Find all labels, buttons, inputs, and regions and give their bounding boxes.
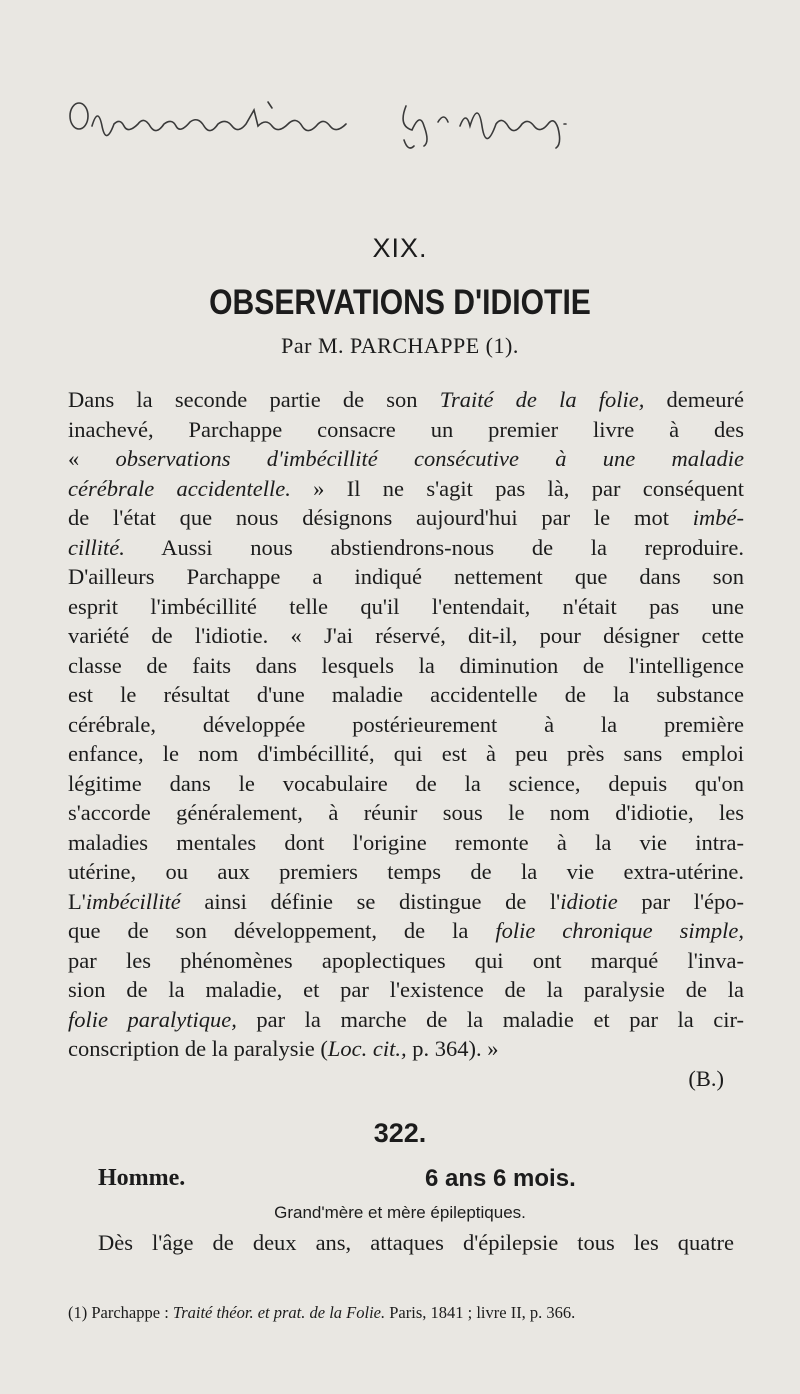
footnote-rule — [68, 1300, 744, 1301]
handwritten-signature — [68, 96, 748, 166]
italic-text: folie chronique simple, — [495, 918, 744, 943]
text-run: cérébrale, développée postérieurement à la première — [68, 711, 744, 737]
text-run: esprit l'imbécillité telle qu'il l'entendait, n'était pas une — [68, 593, 744, 619]
text-run: ainsi définie se distingue de l' — [180, 888, 561, 914]
text-run: demeuré — [644, 387, 745, 412]
text-run: enfance, le nom d'imbécillité, qui est à peu près sans emploi — [68, 741, 744, 766]
italic-text: cérébrale accidentelle. — [68, 475, 291, 501]
observation-number: 322. — [373, 1118, 427, 1148]
body-line — [68, 1005, 744, 1035]
footnote-rest: Paris, 1841 ; livre II, p. 366. — [385, 1303, 576, 1322]
text-run: sion de la maladie, et par l'existence de la paralysie de la — [68, 977, 744, 1002]
text-run: » Il ne s'agit pas là, par conséquent — [290, 475, 744, 501]
body-line — [68, 621, 744, 651]
italic-text: idiotie — [560, 888, 618, 914]
body-line — [68, 946, 744, 976]
text-run: s'accorde généralement, à réunir sous le nom d'idiotie, les — [68, 800, 744, 825]
text-run: que de son développement, de la — [68, 918, 496, 943]
text-run: maladies mentales dont l'origine remonte à la vie intra- — [68, 829, 744, 855]
italic-text: observations d'imbécillité consécutive à une maladie — [115, 446, 745, 471]
body-line — [68, 474, 744, 504]
body-line — [68, 710, 744, 740]
observation-sex: Homme. — [98, 1165, 186, 1191]
text-run: p. 364). » — [406, 1036, 499, 1061]
text-run: par les phénomènes apoplectiques qui ont marqué l'inva- — [68, 947, 744, 973]
body-line — [68, 592, 744, 622]
text-run: variété de l'idiotie. « J'ai réservé, dit-il, pour désigner cette — [68, 623, 744, 648]
text-run: « — [68, 446, 116, 471]
footnote-marker: (1) Parchappe : — [68, 1303, 173, 1322]
text-run: conscription de la paralysie ( — [68, 1036, 328, 1061]
body-line — [68, 385, 744, 415]
italic-text: imbécillité — [85, 888, 181, 914]
chapter-number: XIX. — [372, 233, 428, 263]
body-line — [68, 651, 744, 681]
text-run: utérine, ou aux premiers temps de la vie extra-utérine. — [68, 859, 744, 884]
body-line — [68, 828, 744, 858]
italic-text: Traité de la folie, — [439, 387, 645, 412]
body-line — [68, 916, 744, 946]
observation-text: Dès l'âge de deux ans, attaques d'épilepsie tous les quatre — [98, 1230, 734, 1255]
body-lines — [68, 385, 744, 1064]
text-run: inachevé, Parchappe consacre un premier livre à des — [68, 416, 744, 442]
text-run: de l'état que nous désignons aujourd'hui par le mot — [68, 505, 693, 530]
text-run: par l'épo- — [617, 888, 745, 914]
body-line — [68, 887, 744, 917]
text-run: est le résultat d'une maladie accidentelle de la substance — [68, 682, 744, 707]
text-run: légitime dans le vocabulaire de la science, depuis qu'on — [68, 770, 744, 796]
body-line — [68, 975, 744, 1005]
italic-text: folie paralytique, — [68, 1006, 237, 1032]
body-line — [68, 857, 744, 887]
chapter-author: Par M. PARCHAPPE (1). — [281, 333, 519, 358]
text-run: D'ailleurs Parchappe a indiqué nettement que dans son — [68, 564, 744, 589]
body-paragraph — [68, 385, 744, 1093]
body-line — [68, 739, 744, 769]
body-line — [68, 503, 744, 533]
observation-age: 6 ans 6 mois. — [425, 1165, 576, 1192]
body-line — [68, 680, 744, 710]
observation-antecedents: Grand'mère et mère épileptiques. — [274, 1203, 526, 1222]
signature-initial: (B.) — [688, 1065, 724, 1091]
text-run: Aussi nous abstiendrons-nous de la reproduire. — [124, 534, 744, 560]
text-run: Dans la seconde partie de son — [68, 387, 440, 412]
footnote — [68, 1303, 744, 1323]
body-line — [68, 1034, 744, 1064]
italic-text: cillité. — [68, 534, 125, 560]
text-run: par la marche de la maladie et par la cir- — [236, 1006, 744, 1032]
text-run: L' — [68, 888, 86, 914]
chapter-title: OBSERVATIONS D'IDIOTIE — [209, 283, 591, 322]
body-line — [68, 769, 744, 799]
body-line — [68, 562, 744, 592]
body-line — [68, 798, 744, 828]
footnote-work: Traité théor. et prat. de la Folie. — [172, 1303, 386, 1322]
italic-text: Loc. cit., — [327, 1036, 407, 1061]
body-line — [68, 533, 744, 563]
body-line — [68, 444, 744, 474]
body-line — [68, 415, 744, 445]
italic-text: imbé- — [692, 505, 744, 530]
text-run: classe de faits dans lesquels la diminution de l'intelligence — [68, 652, 744, 678]
